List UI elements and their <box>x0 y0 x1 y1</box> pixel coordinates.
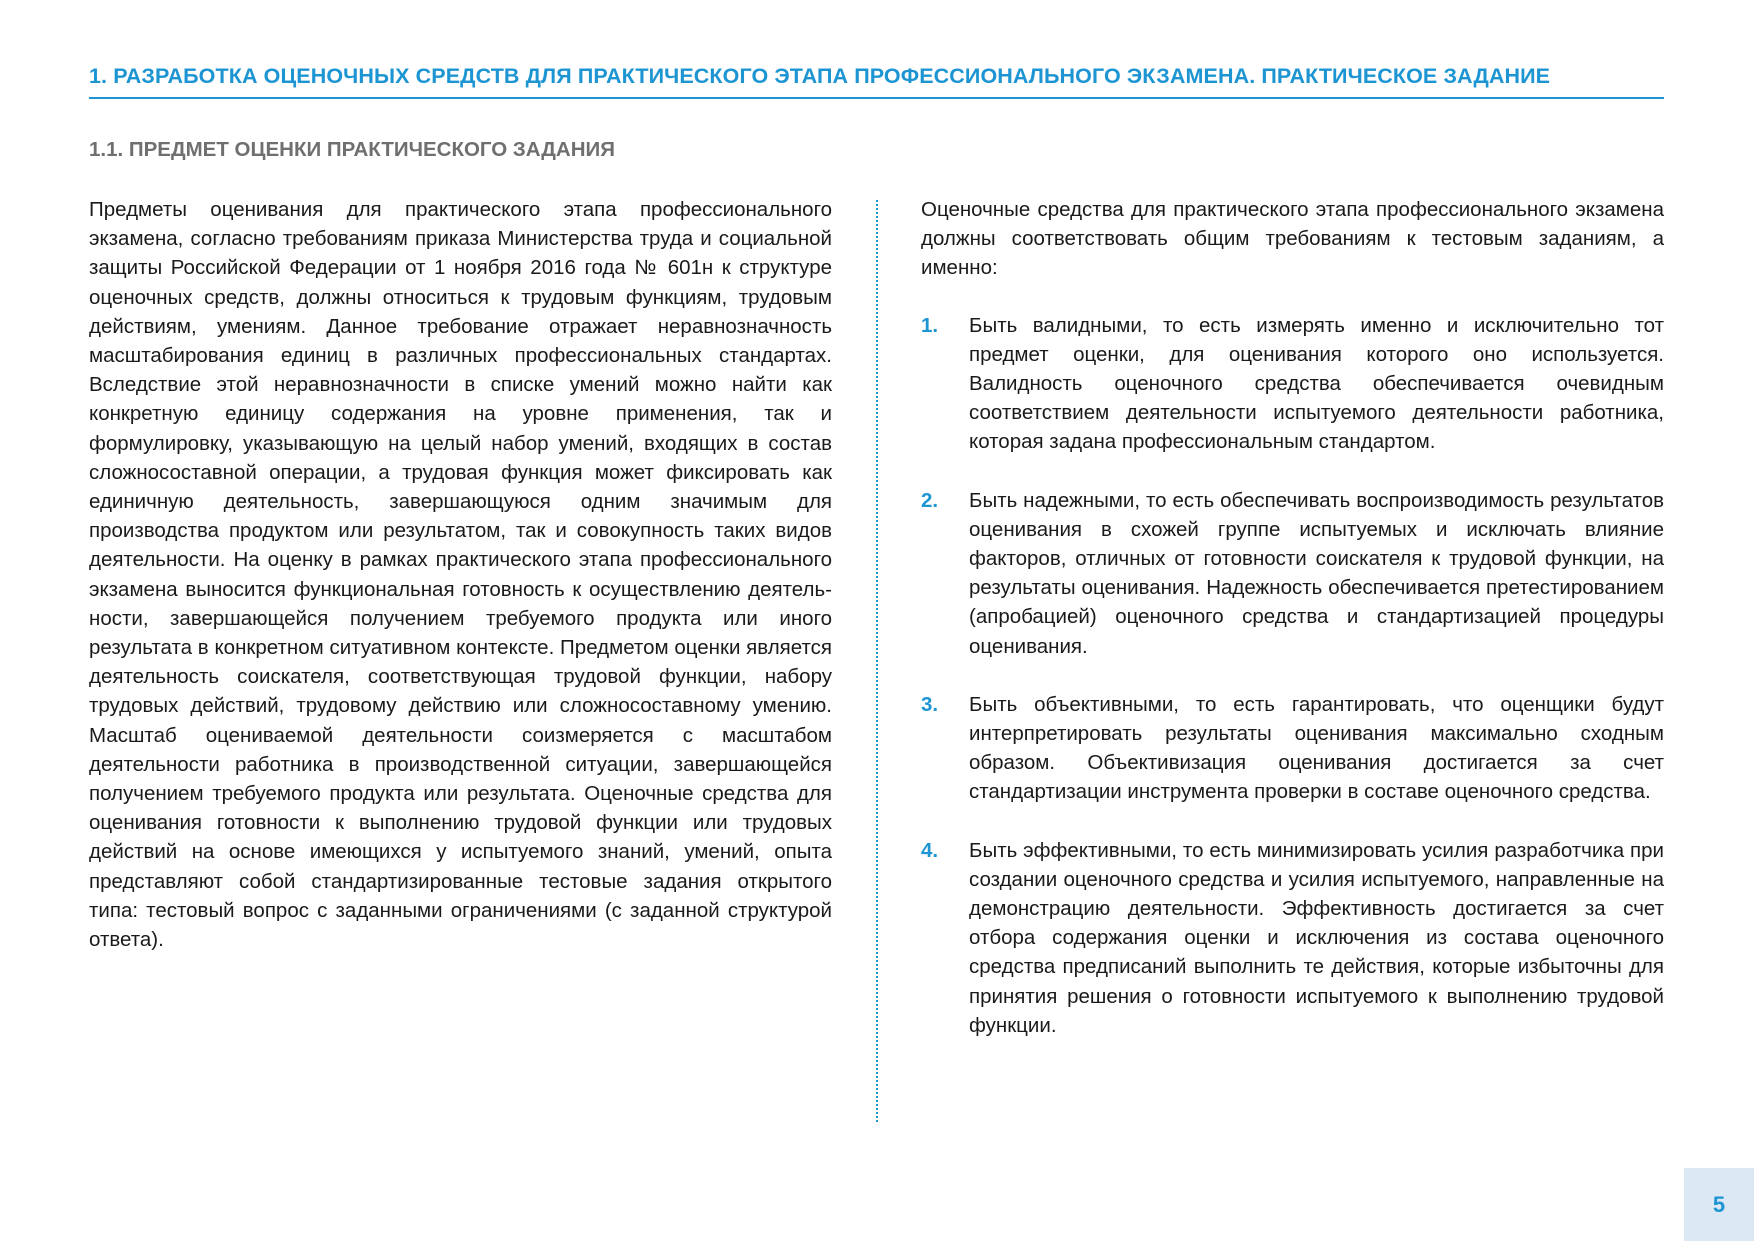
right-column <box>921 195 1664 1069</box>
list-item <box>921 486 1664 661</box>
list-item <box>921 311 1664 457</box>
list-item-text: Быть объективными, то есть гарантировать, что оценщики будут интерпретировать результаты оценивания максимально сходным образом. Объективизация оценивания достигается за счет стандартизации инструмента проверки в составе оценочного средства. <box>969 692 1664 804</box>
page-number: 5 <box>1712 1191 1726 1217</box>
list-item-text: Быть надежными, то есть обеспечивать воспроизводимость результатов оценивания в схожей группе испытуемых и исключать влияние факторов, отличных от готовности соискателя к трудовой функции, на результаты оценивания. Надежность обеспечивается претестированием (апробацией) оценочного средства и стандартизацией процедуры оценивания. <box>969 488 1664 658</box>
list-item-text: Быть валидными, то есть измерять именно и исключительно тот предмет оценки, для оценивания которого оно используется. Валидность оценочного средства обеспечивается очевидным соответствием деятельности испытуемого деятельности работника, которая задана профессиональным стандартом. <box>969 313 1664 454</box>
left-paragraph: Предметы оценивания для практического этапа профессионального экзамена, согласно требованиям приказа Министерства труда и социальной защиты Российской Федерации от 1 ноября 2016 года № 601н к структуре оценочных средств, должны относиться к трудовым функциям, трудовым действиям, умениям. Данное требование отражает неравнозначность масштабирования единиц в различных профессиональных стандартах. Вследствие этой неравнозначности в списке умений можно найти как конкретную единицу содержания на уровне применения, так и формулировку, указывающую на целый набор умений, входящих в состав сложносоставной операции, а трудовая функция может фиксировать как единичную деятельность, завершающуюся одним значимым для производства продуктом или результатом, так и совокупность таких видов деятельности. На оценку в рамках практического этапа профессионального экзамена выносится функциональная готовность к осуществлению деятельности, завершающейся получением требуемого продукта или иного результата в конкретном ситуативном контексте. Предметом оценки является деятельность соискателя, соответствующая трудовой функции, набору трудовых действий, трудовому действию или сложносоставному умению. Масштаб оцениваемой деятельности соизмеряется с масштабом деятельности работника в производственной ситуации, завершающейся получением требуемого продукта или результата. Оценочные средства для оценивания готовности к выполнению трудовой функции или трудовых действий на основе имеющихся у испытуемого знаний, умений, опыта представляют собой стандартизированные тестовые задания открытого типа: тестовый вопрос с заданными ограничениями (с заданной структурой ответа). <box>89 198 832 952</box>
list-item <box>921 836 1664 1040</box>
list-item-number: 4. <box>921 838 939 862</box>
list-item <box>921 690 1664 807</box>
requirements-list <box>921 311 1664 1040</box>
left-column <box>89 195 832 954</box>
subsection-title: 1.1. ПРЕДМЕТ ОЦЕНКИ ПРАКТИЧЕСКОГО ЗАДАНИЯ <box>89 138 615 161</box>
list-item-number: 1. <box>921 313 939 337</box>
list-item-text: Быть эффективными, то есть минимизировать усилия разработчика при создании оценочного средства и усилия испытуемого, направленные на демонстрацию деятельности. Эффективность достигается за счет отбора содержания оценки и исключения из состава оценочного средства предписаний выполнить те действия, которые избыточны для принятия решения о готовности испытуемого к выполнению трудовой функции. <box>969 838 1664 1037</box>
section-title: 1. РАЗРАБОТКА ОЦЕНОЧНЫХ СРЕДСТВ ДЛЯ ПРАКТИЧЕСКОГО ЭТАПА ПРОФЕССИОНАЛЬНОГО ЭКЗАМЕНА. ПРАКТИЧЕСКОЕ ЗАДАНИЕ <box>89 64 1664 99</box>
right-intro: Оценочные средства для практического этапа профессионального экзамена должны соответствовать общим требованиям к тестовым заданиям, а именно: <box>921 198 1664 280</box>
list-item-number: 3. <box>921 692 939 716</box>
page-number-badge <box>1684 1168 1754 1241</box>
column-divider <box>876 200 878 1122</box>
list-item-number: 2. <box>921 488 939 512</box>
